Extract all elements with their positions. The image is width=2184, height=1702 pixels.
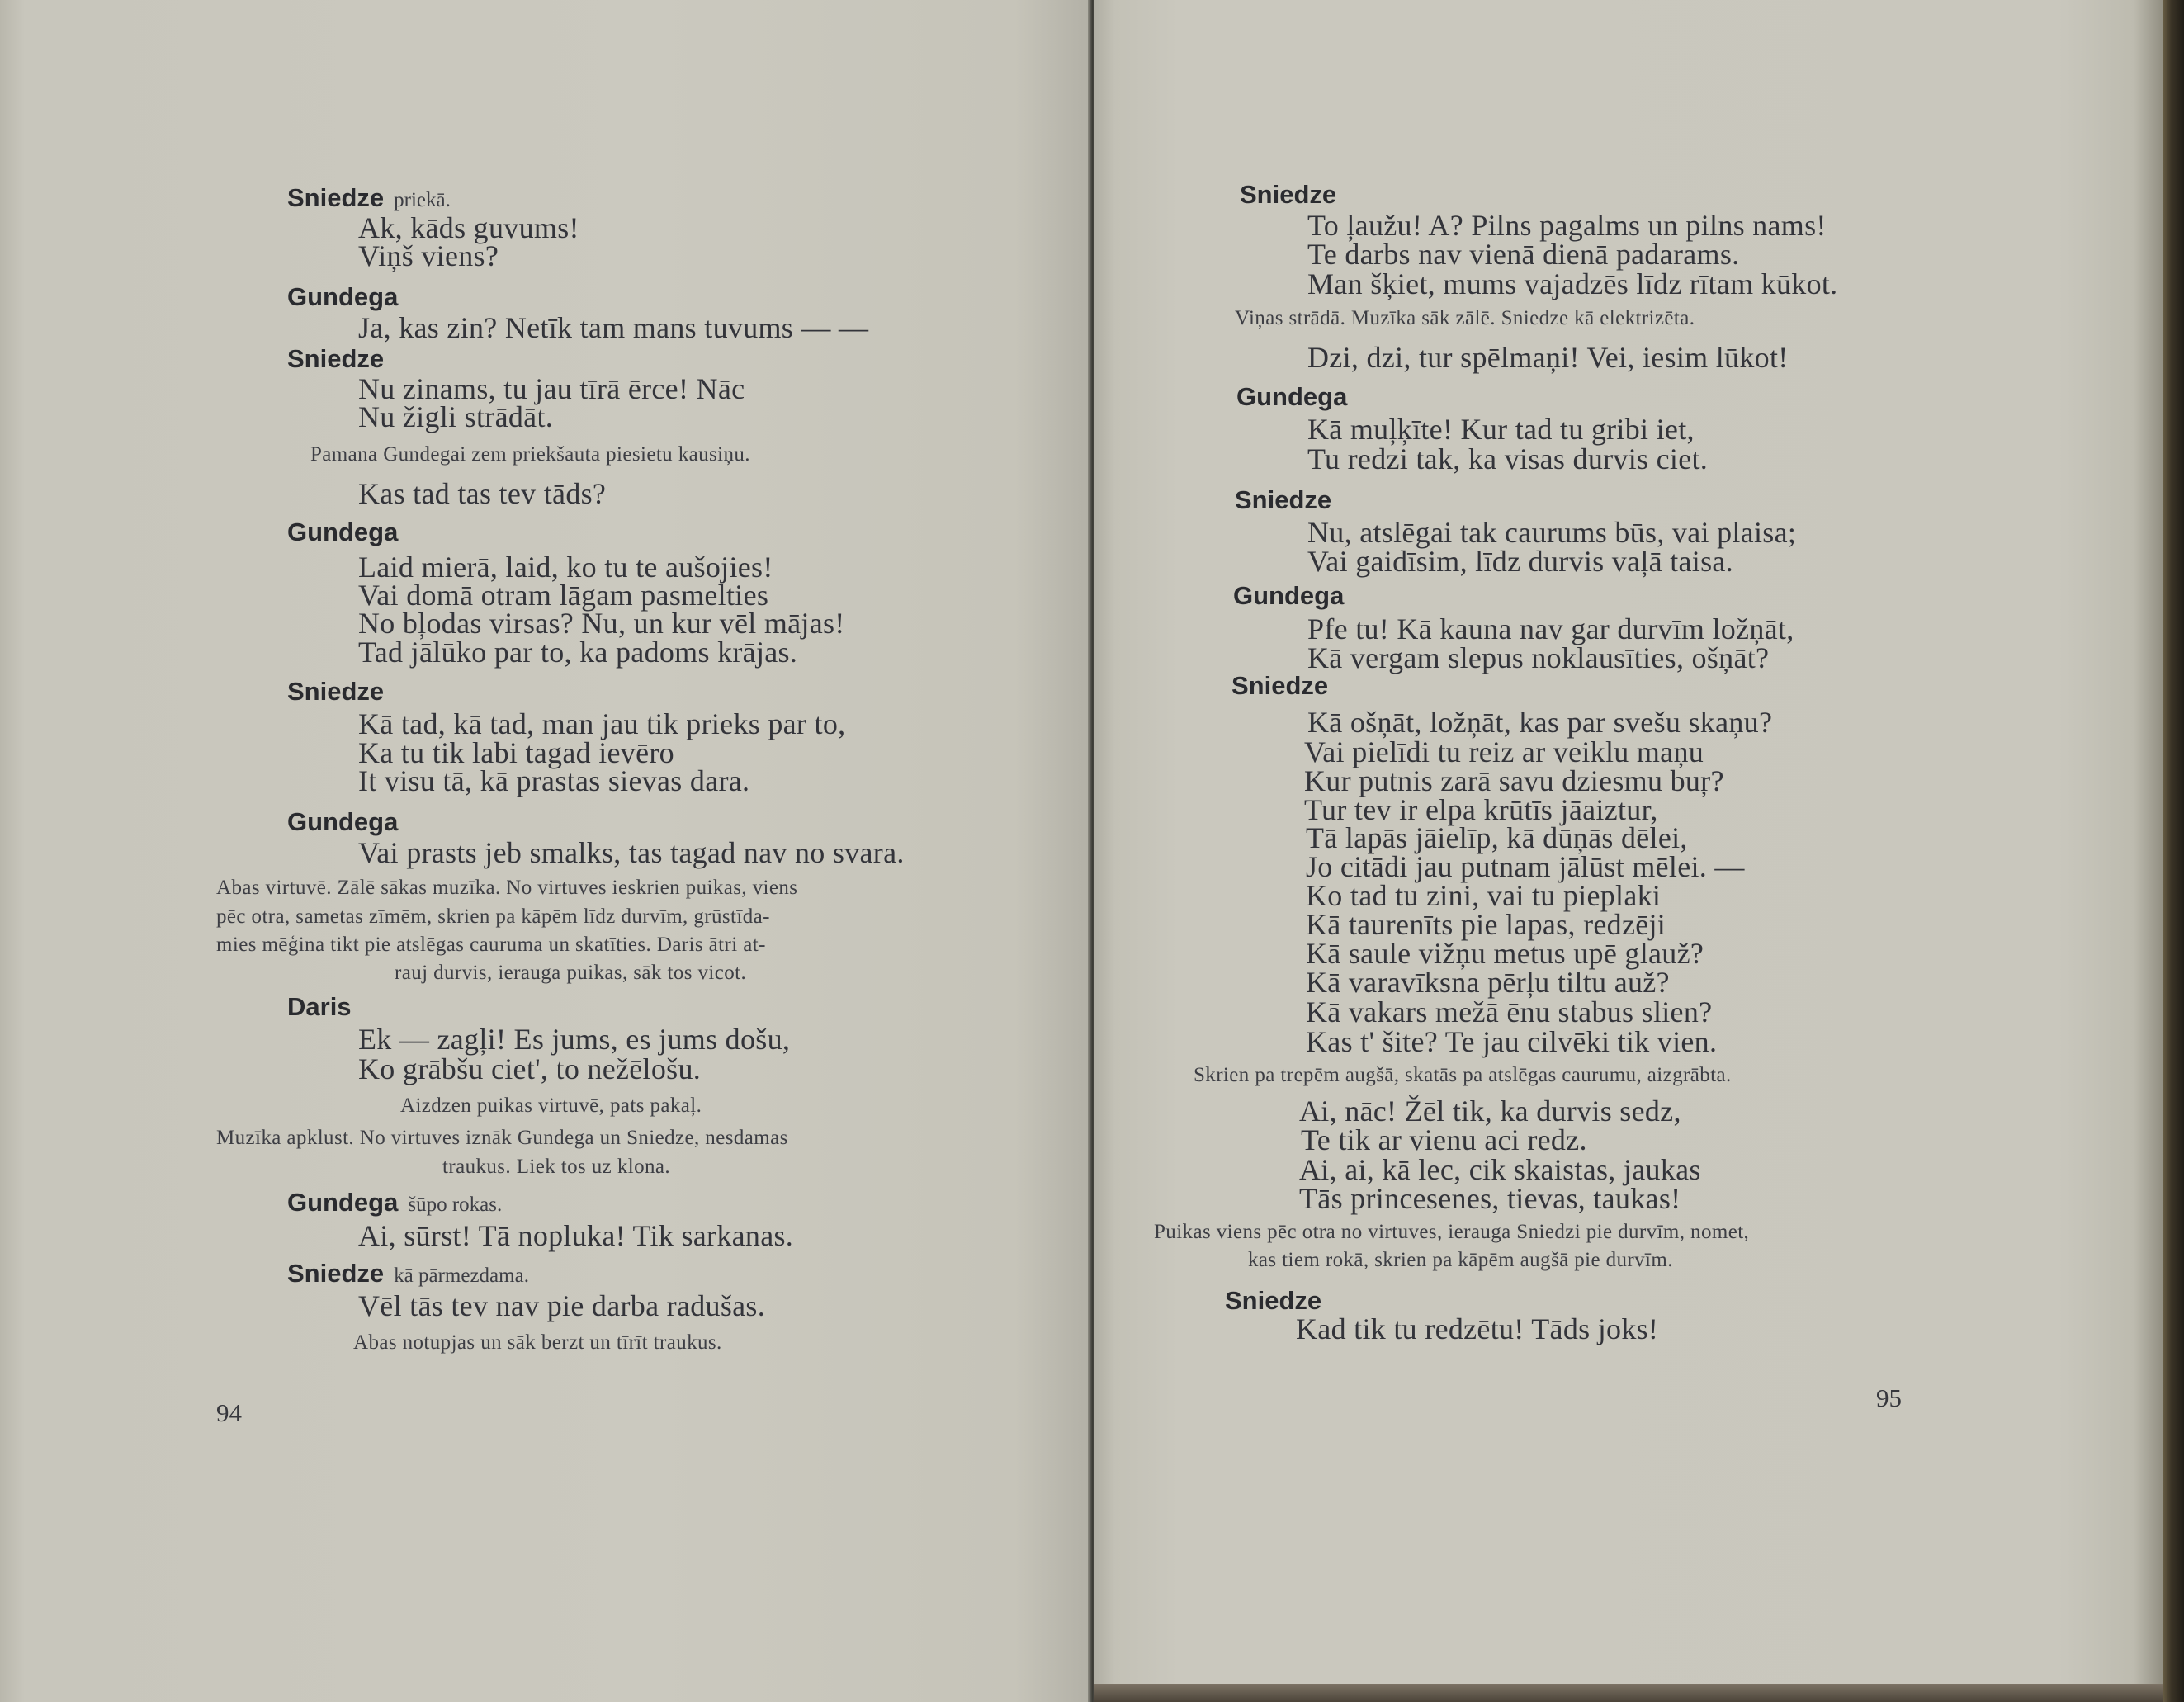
speaker-label: Sniedze: [1231, 671, 1329, 700]
speaker-name-sniedze: [1235, 487, 1331, 513]
verse-line: Kā vergam slepus noklausīties, ošņāt?: [1307, 641, 1770, 674]
verse-line: Man šķiet, mums vajadzēs līdz rītam kūkot.: [1307, 267, 1838, 300]
stage-direction: Puikas viens pēc otra no virtuves, ierauga Sniedzi pie durvīm, nomet,: [1154, 1221, 1750, 1243]
verse-line: Ek — zagļi! Es jums, es jums došu,: [358, 1023, 791, 1056]
speaker-label: Gundega: [287, 807, 399, 836]
verse-line: No bļodas virsas? Nu, un kur vēl mājas!: [358, 607, 845, 640]
speaker-label: Gundega: [1236, 382, 1348, 411]
speaker-name-sniedze: [287, 1260, 529, 1286]
verse-line: Kā varavīksna pērļu tiltu auž?: [1306, 966, 1670, 999]
speaker-name-gundega: [287, 809, 398, 834]
speaker-name-daris: [287, 994, 352, 1019]
speaker-label: Gundega: [287, 518, 399, 546]
stage-direction: Muzīka apklust. No virtuves iznāk Gundega un Sniedze, nesdamas: [216, 1127, 788, 1149]
speaker-label: Sniedze: [287, 677, 385, 706]
verse-line: Tu redzi tak, ka visas durvis ciet.: [1307, 442, 1709, 475]
verse-line: Tā lapās jāielīp, kā dūņās dēlei,: [1306, 821, 1688, 854]
speaker-label: Gundega: [287, 282, 399, 311]
verse-line: Te tik ar vienu aci redz.: [1301, 1123, 1587, 1156]
verse-line: Te darbs nav vienā dienā padarams.: [1307, 238, 1740, 271]
verse-line: Tad jālūko par to, ka padoms krājas.: [358, 636, 798, 669]
verse-line: Ak, kāds guvums!: [358, 211, 579, 244]
stage-direction: Pamana Gundegai zem priekšauta piesietu kausiņu.: [310, 443, 750, 466]
verse-line: Laid mierā, laid, ko tu te aušojies!: [358, 551, 773, 584]
verse-line: Vai pielīdi tu reiz ar veiklu maņu: [1304, 735, 1704, 768]
verse-line: Ai, ai, kā lec, cik skaistas, jaukas: [1299, 1153, 1701, 1186]
verse-line: Nu, atslēgai tak caurums būs, vai plaisa;: [1307, 516, 1797, 549]
speaker-label: Sniedze: [287, 344, 385, 373]
verse-line: Vai prasts jeb smalks, tas tagad nav no svara.: [358, 836, 905, 869]
inline-stage-direction: priekā.: [394, 189, 451, 211]
stage-direction: rauj durvis, ierauga puikas, sāk tos vicot.: [395, 962, 747, 984]
verse-line: Jo citādi jau putnam jālūst mēlei. —: [1306, 850, 1745, 883]
speaker-label: Daris: [287, 992, 352, 1021]
verse-line: Kur putnis zarā savu dziesmu buŗ?: [1304, 764, 1724, 797]
stage-direction: traukus. Liek tos uz klona.: [442, 1156, 671, 1178]
verse-line: Ko tad tu zini, vai tu pieplaki: [1306, 879, 1662, 912]
stage-direction: mies mēģina tikt pie atslēgas cauruma un skatīties. Daris ātri at-: [216, 934, 766, 956]
speaker-name-sniedze: [287, 678, 384, 704]
verse-line: Dzi, dzi, tur spēlmaņi! Vei, iesim lūkot!: [1307, 341, 1789, 374]
book-cover-edge: [2163, 0, 2184, 1702]
verse-line: Kad tik tu redzētu! Tāds joks!: [1296, 1312, 1659, 1345]
speaker-label: Gundega: [1233, 581, 1345, 610]
verse-line: Tur tev ir elpa krūtīs jāaiztur,: [1304, 793, 1658, 826]
inline-stage-direction: šūpo rokas.: [408, 1194, 503, 1216]
speaker-label: Gundega: [287, 1188, 399, 1217]
verse-line: Kā tad, kā tad, man jau tik prieks par to,: [358, 707, 846, 740]
verse-line: Nu žigli strādāt.: [358, 400, 554, 433]
verse-line: Ka tu tik labi tagad ievēro: [358, 736, 674, 769]
speaker-name-gundega: [1233, 583, 1344, 608]
speaker-name-sniedze: [287, 185, 451, 210]
stage-direction: Aizdzen puikas virtuvē, pats pakaļ.: [400, 1094, 702, 1117]
verse-line: Ai, nāc! Žēl tik, ka durvis sedz,: [1299, 1094, 1681, 1128]
verse-line: Ja, kas zin? Netīk tam mans tuvums — —: [358, 311, 869, 344]
verse-line: Vēl tās tev nav pie darba radušas.: [358, 1289, 766, 1322]
verse-line: Kā saule vižņu metus upē glauž?: [1306, 937, 1704, 970]
stage-direction: kas tiem rokā, skrien pa kāpēm augšā pie durvīm.: [1248, 1249, 1673, 1271]
verse-line: To ļaužu! A? Pilns pagalms un pilns nams!: [1307, 209, 1827, 242]
speaker-name-sniedze: [287, 346, 384, 371]
speaker-name-sniedze: [1225, 1288, 1321, 1313]
speaker-name-gundega: [287, 519, 398, 545]
speaker-name-gundega: [287, 1189, 502, 1215]
verse-line: Ai, sūrst! Tā nopluka! Tik sarkanas.: [358, 1219, 794, 1252]
verse-line: Pfe tu! Kā kauna nav gar durvīm ložņāt,: [1307, 612, 1794, 645]
verse-line: Vai domā otram lāgam pasmelties: [358, 579, 769, 612]
stage-direction: Skrien pa trepēm augšā, skatās pa atslēgas caurumu, aizgrābta.: [1194, 1064, 1732, 1086]
verse-line: Nu zinams, tu jau tīrā ērce! Nāc: [358, 372, 745, 405]
right-page: [1094, 0, 2166, 1702]
speaker-label: Sniedze: [287, 1259, 385, 1288]
page-number-right: 95: [1876, 1383, 1902, 1412]
stage-direction: Abas virtuvē. Zālē sākas muzīka. No virtuves ieskrien puikas, viens: [216, 877, 798, 899]
inline-stage-direction: kā pārmezdama.: [394, 1265, 529, 1287]
verse-line: Vai gaidīsim, līdz durvis vaļā taisa.: [1307, 545, 1733, 578]
speaker-label: Sniedze: [287, 183, 385, 212]
page-bottom-shadow: [1094, 1684, 2166, 1702]
speaker-name-gundega: [1236, 384, 1347, 409]
stage-direction: Viņas strādā. Muzīka sāk zālē. Sniedze kā elektrizēta.: [1235, 307, 1695, 329]
verse-line: Ko grābšu ciet', to nežēlošu.: [358, 1052, 702, 1085]
verse-line: It visu tā, kā prastas sievas dara.: [358, 764, 750, 797]
verse-line: Kā ošņāt, ložņāt, kas par svešu skaņu?: [1307, 706, 1773, 739]
speaker-label: Sniedze: [1225, 1286, 1322, 1315]
speaker-name-gundega: [287, 284, 398, 310]
verse-line: Viņš viens?: [358, 239, 499, 272]
verse-line: Tās princesenes, tievas, taukas!: [1299, 1182, 1681, 1215]
verse-line: Kā taurenīts pie lapas, redzēji: [1306, 908, 1666, 941]
stage-direction: pēc otra, sametas zīmēm, skrien pa kāpēm līdz durvīm, grūstīda-: [216, 905, 770, 928]
stage-direction: Abas notupjas un sāk berzt un tīrīt traukus.: [353, 1331, 722, 1354]
speaker-label: Sniedze: [1240, 180, 1337, 209]
verse-line: Kas tad tas tev tāds?: [358, 477, 607, 510]
speaker-name-sniedze: [1231, 673, 1328, 698]
page-number-left: 94: [216, 1398, 242, 1427]
verse-line: Kas t' šite? Te jau cilvēki tik vien.: [1306, 1025, 1718, 1058]
verse-line: Kā muļķīte! Kur tad tu gribi iet,: [1307, 413, 1695, 446]
speaker-label: Sniedze: [1235, 485, 1332, 514]
speaker-name-sniedze: [1240, 182, 1336, 207]
left-page: [0, 0, 1091, 1702]
verse-line: Kā vakars mežā ēnu stabus slien?: [1306, 995, 1713, 1028]
